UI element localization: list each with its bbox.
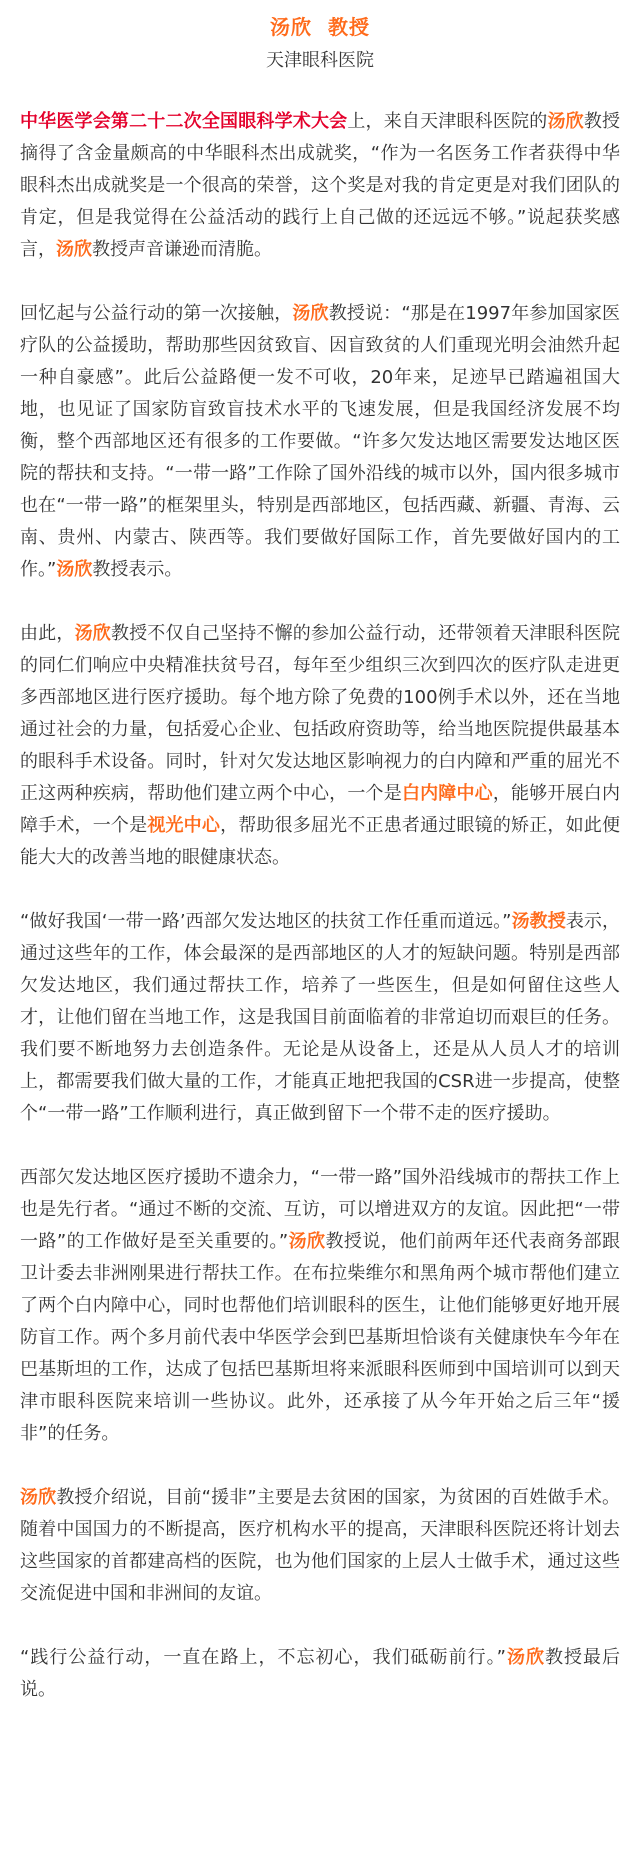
highlight-text: 汤教授 — [511, 911, 566, 932]
body-text: 教授摘得了含金量颇高的中华眼科杰出成就奖，“作为一名医务工作者获得中华眼科杰出成就奖是一个很高的荣誉，这个奖是对我的肯定更是对我们团队的肯定，但是我觉得在公益活动的践行上自己做的还远远不够。”说起获奖感言， — [20, 111, 620, 260]
body-text: ，帮助很多屈光不正患者通过眼镜的矫正，如此便能大大的改善当地的眼健康状态。 — [20, 815, 620, 868]
article-header — [20, 10, 620, 78]
author-title: 教授 — [327, 15, 370, 39]
article-body — [20, 106, 620, 1706]
paragraph-1 — [20, 106, 620, 266]
highlight-text: 汤欣 — [56, 559, 93, 580]
body-text: “践行公益行动，一直在路上，不忘初心，我们砥砺前行。” — [20, 1647, 506, 1668]
paragraph-2 — [20, 298, 620, 586]
body-text: “做好我国‘一带一路’西部欠发达地区的扶贫工作任重而道远。” — [20, 911, 512, 932]
highlight-text: 白内障中心 — [401, 783, 493, 804]
body-text: 教授表示。 — [92, 559, 183, 580]
body-text: 上，来自天津眼科医院的 — [347, 111, 548, 132]
highlight-text: 汤欣 — [74, 623, 111, 644]
body-text: ，能够开展白内障手术，一个是 — [20, 783, 620, 836]
highlight-text: 汤欣 — [20, 1487, 57, 1508]
highlight-text: 视光中心 — [147, 815, 221, 836]
paragraph-4 — [20, 906, 620, 1130]
body-text: 教授最后说。 — [20, 1647, 621, 1700]
author-affiliation: 天津眼科医院 — [266, 50, 374, 71]
body-text: 回忆起与公益行动的第一次接触， — [20, 303, 293, 324]
body-text: 教授不仅自己坚持不懈的参加公益行动，还带领着天津眼科医院的同仁们响应中央精准扶贫号召，每年至少组织三次到四次的医疗队走进更多西部地区进行医疗援助。每个地方除了免费的100例手术以外，还在当地通过社会的力量，包括爱心企业、包括政府资助等，给当地医院提供最基本的眼科手术设备。同时，针对欠发达地区影响视力的白内障和严重的屈光不正这两种疾病，帮助他们建立两个中心，一个是 — [20, 623, 620, 804]
paragraph-3 — [20, 618, 620, 874]
highlight-text: 汤欣 — [56, 239, 92, 260]
body-text: 教授说：“那是在1997年参加国家医疗队的公益援助，帮助那些因贫致盲、因盲致贫的人们重现光明会油然升起一种自豪感”。此后公益路便一发不可收，20年来，足迹早已踏遍祖国大地，也见证了国家防盲致盲技术水平的飞速发展，但是我国经济发展不均衡，整个西部地区还有很多的工作要做。“许多欠发达地区需要发达地区医院的帮扶和支持。“一带一路”工作除了国外沿线的城市以外，国内很多城市也在“一带一路”的框架里头，特别是西部地区，包括西藏、新疆、青海、云南、贵州、内蒙古、陕西等。我们要做好国际工作，首先要做好国内的工作。” — [20, 303, 621, 580]
body-text: 教授介绍说，目前“援非”主要是去贫困的国家，为贫困的百姓做手术。随着中国国力的不断提高，医疗机构水平的提高，天津眼科医院还将计划去这些国家的首都建高档的医院，也为他们国家的上层人士做手术，通过这些交流促进中国和非洲间的友谊。 — [20, 1487, 620, 1604]
highlight-conference: 中华医学会第二十二次全国眼科学术大会 — [20, 111, 348, 132]
paragraph-6 — [20, 1482, 620, 1610]
highlight-text: 汤欣 — [547, 111, 584, 132]
body-text: 教授声音谦逊而清脆。 — [92, 239, 272, 260]
author-name-title — [20, 10, 620, 44]
body-text: 表示，通过这些年的工作，体会最深的是西部地区的人才的短缺问题。特别是西部欠发达地区，我们通过帮扶工作，培养了一些医生，但是如何留住这些人才，让他们留在当地工作，这是我国目前面临着的非常迫切而艰巨的任务。我们要不断地努力去创造条件。无论是从设备上，还是从人员人才的培训上，都需要我们做大量的工作，才能真正地把我国的CSR进一步提高，使整个“一带一路”工作顺利进行，真正做到留下一个带不走的医疗援助。 — [20, 911, 621, 1124]
paragraph-5 — [20, 1162, 620, 1450]
body-text: 西部欠发达地区医疗援助不遗余力，“一带一路”国外沿线城市的帮扶工作上也是先行者。“通过不断的交流、互访，可以增进双方的友谊。因此把“一带一路”的工作做好是至关重要的。” — [20, 1167, 620, 1252]
paragraph-7 — [20, 1642, 620, 1706]
author-name: 汤欣 — [270, 15, 313, 39]
highlight-text: 汤欣 — [505, 1647, 545, 1668]
highlight-text: 汤欣 — [288, 1231, 326, 1252]
body-text: 教授说，他们前两年还代表商务部跟卫计委去非洲刚果进行帮扶工作。在布拉柴维尔和黑角两个城市帮他们建立了两个白内障中心，同时也帮他们培训眼科的医生，让他们能够更好地开展防盲工作。两个多月前代表中华医学会到巴基斯坦恰谈有关健康快车今年在巴基斯坦的工作，达成了包括巴基斯坦将来派眼科医师到中国培训可以到天津市眼科医院来培训一些协议。此外，还承接了从今年开始之后三年“援非”的任务。 — [20, 1231, 621, 1444]
highlight-text: 汤欣 — [292, 303, 329, 324]
body-text: 由此， — [20, 623, 75, 644]
